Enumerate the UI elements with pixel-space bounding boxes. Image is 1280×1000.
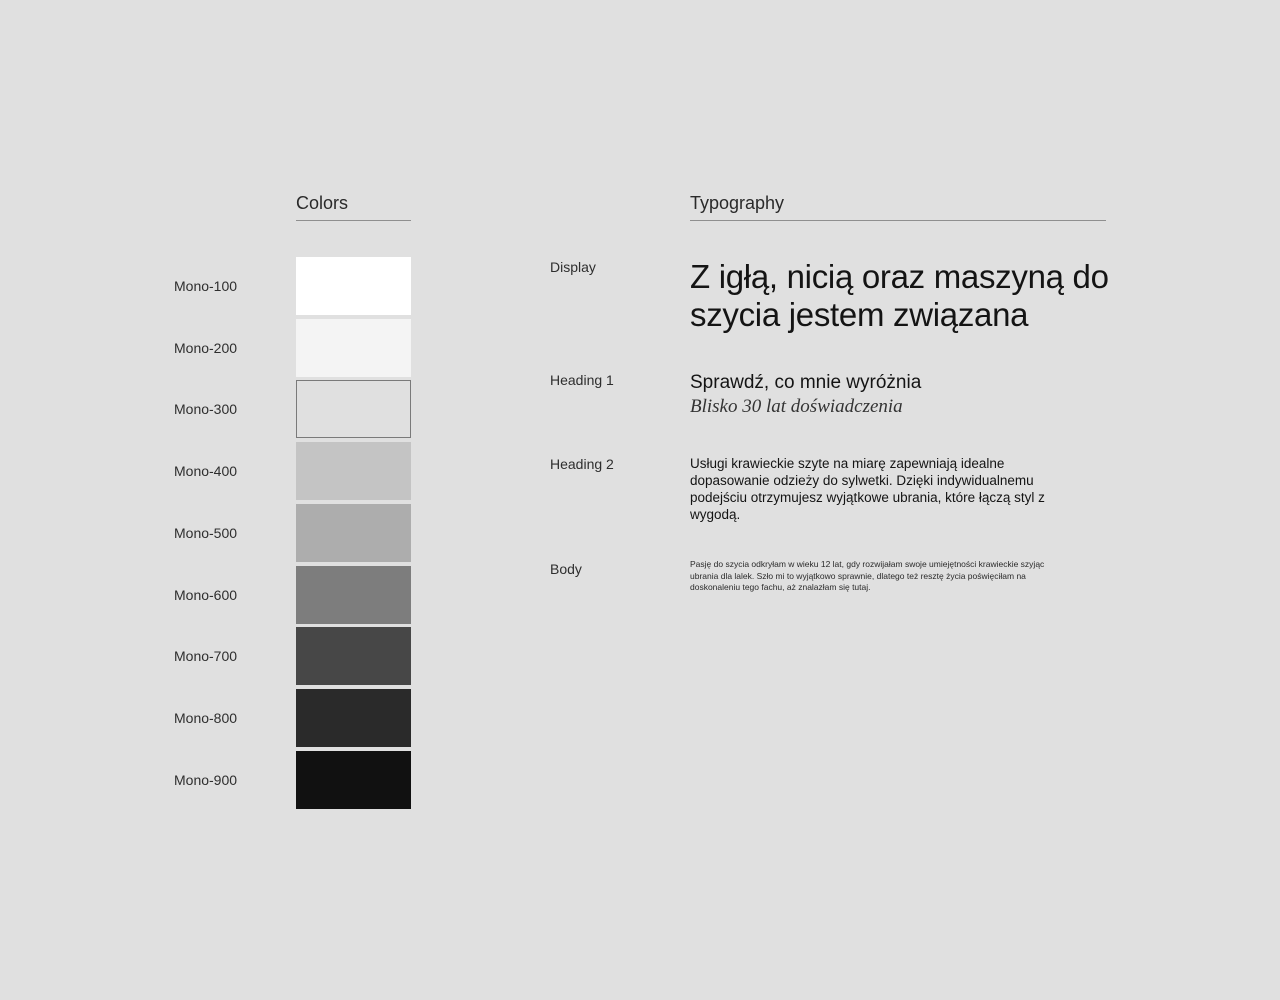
body-label: Body: [550, 561, 582, 577]
color-swatch-mono-500: [296, 504, 411, 562]
display-label: Display: [550, 259, 596, 275]
heading1-sample: Sprawdź, co mnie wyróżnia: [690, 372, 922, 393]
color-swatch-mono-900: [296, 751, 411, 809]
swatch-label: Mono-500: [174, 525, 238, 541]
typography-section-title: Typography: [690, 192, 1106, 221]
color-swatch-mono-400: [296, 442, 411, 500]
color-swatch-mono-700: [296, 627, 411, 685]
display-sample: Z igłą, nicią oraz maszyną do szycia jestem związana: [690, 258, 1109, 333]
swatch-row-mono-300: [174, 380, 414, 438]
swatch-row-mono-200: [174, 319, 414, 377]
swatch-row-mono-800: [174, 689, 414, 747]
swatch-label: Mono-200: [174, 340, 238, 356]
body-sample: Pasję do szycia odkryłam w wieku 12 lat, gdy rozwijałam swoje umiejętności krawieckie szyjąc ubrania dla lalek. Szło mi to wyjątkowo sprawnie, dlatego też resztę życia poświęciłam na doskonaleniu tego fachu, aż znalazłam się tutaj.: [690, 559, 1045, 592]
swatch-label: Mono-400: [174, 463, 238, 479]
swatch-label: Mono-800: [174, 710, 238, 726]
heading1-subtitle-sample: Blisko 30 lat doświadczenia: [690, 396, 903, 417]
swatch-row-mono-400: [174, 442, 414, 500]
swatch-row-mono-100: [174, 257, 414, 315]
heading2-label: Heading 2: [550, 456, 614, 472]
swatch-label: Mono-100: [174, 278, 238, 294]
swatch-label: Mono-600: [174, 587, 238, 603]
swatch-row-mono-700: [174, 627, 414, 685]
swatch-label: Mono-300: [174, 401, 238, 417]
swatch-row-mono-500: [174, 504, 414, 562]
swatch-row-mono-600: [174, 566, 414, 624]
color-swatch-mono-100: [296, 257, 411, 315]
swatch-row-mono-900: [174, 751, 414, 809]
color-swatch-mono-600: [296, 566, 411, 624]
swatch-label: Mono-700: [174, 648, 238, 664]
color-swatch-mono-200: [296, 319, 411, 377]
heading1-label: Heading 1: [550, 372, 614, 388]
color-swatch-mono-300: [296, 380, 411, 438]
colors-section-title: Colors: [296, 192, 411, 221]
swatch-label: Mono-900: [174, 772, 238, 788]
color-swatch-mono-800: [296, 689, 411, 747]
heading2-sample: Usługi krawieckie szyte na miarę zapewniają idealne dopasowanie odzieży do sylwetki. Dzięki indywidualnemu podejściu otrzymujesz wyjątkowe ubrania, które łączą styl z wygodą.: [690, 456, 1045, 522]
